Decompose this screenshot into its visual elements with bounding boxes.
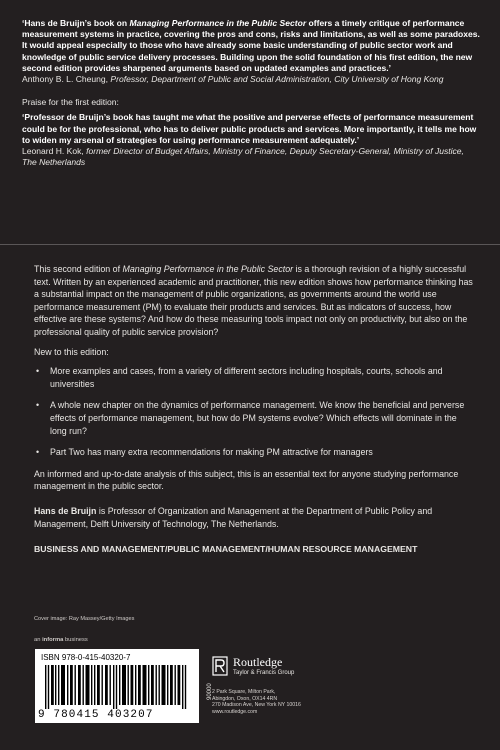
description-paragraph: This second edition of Managing Performance in the Public Sector is a thorough revision of a highly successful text. Written by an experienced academic and practitioner, this new edition shows how performance thinking has a substantial impact on the management of public organizations, as governments around the world use performance measurement (PM) to evaluate their products and services. But as indicators of success, how effective are these systems? And how do these measuring tools impact not only on productivity, but also on the professional quality of public service provision? xyxy=(34,264,473,337)
author-bio: Hans de Bruijn is Professor of Organization and Management at the Department of Public Policy and Management, Delft University of Technology, The Netherlands. xyxy=(34,505,433,529)
isbn-barcode xyxy=(35,649,199,723)
publisher-name: Routledge xyxy=(233,655,283,669)
section-divider xyxy=(0,244,500,245)
cover-image-credit: Cover image: Ray Massey/Getty Images xyxy=(34,616,135,622)
publisher-address: 2 Park Square, Milton Park, Abingdon, Oxon, OX14 4RN 270 Madison Ave, New York NY 10016 www.routledge.com xyxy=(212,689,301,715)
description-section xyxy=(34,263,474,556)
praise-label: Praise for the first edition: xyxy=(22,97,119,108)
new-edition-label: New to this edition: xyxy=(34,346,109,357)
author-name: Hans de Bruijn xyxy=(34,505,97,516)
list-item: • Part Two has many extra recommendations for making PM attractive for managers xyxy=(34,446,474,459)
reviews-section xyxy=(22,18,480,180)
barcode-bars xyxy=(45,665,191,709)
closing-paragraph: An informed and up-to-date analysis of this subject, this is an essential text for anyone studying performance management in the public sector. xyxy=(34,468,459,492)
informa-business-label: an informa business xyxy=(34,637,88,643)
subject-categories: BUSINESS AND MANAGEMENT/PUBLIC MANAGEMENT/HUMAN RESOURCE MANAGEMENT xyxy=(34,544,418,555)
review-attribution-2: Leonard H. Kok, former Director of Budget Affairs, Ministry of Finance, Deputy Secretary-General, Ministry of Justice, The Netherlands xyxy=(22,146,464,168)
list-item: • A whole new chapter on the dynamics of performance management. We know the beneficial and perverse effects of performance management, but how do PM systems evolve? Which effects will dominate in the long run? xyxy=(34,399,474,437)
routledge-logo-icon xyxy=(212,656,228,676)
review-quote-1: ‘Hans de Bruijn’s book on Managing Performance in the Public Sector offers a timely critique of performance measurement systems in practice, covering the pros and cons, risks and limitations, as well as some paradoxes. It would appeal especially to those who have already some basic understanding of public sector work and knowledge of public service delivery processes. Building upon the solid foundation of his first edition, the new second edition provides sharpened arguments based on updated examples and practices.’ xyxy=(22,18,480,73)
list-item: • More examples and cases, from a variety of different sectors including hospitals, courts, schools and universities xyxy=(34,365,474,390)
barcode-number: 9 780415 403207 xyxy=(38,709,154,721)
review-quote-2: ‘Professor de Bruijn’s book has taught me what the positive and perverse effects of performance measurement could be for the professional, who has to deliver public products and services. More importantly, it tells me how to widen my arsenal of strategies for using performance measurement adequately.’ xyxy=(22,112,477,145)
review-attribution-1: Anthony B. L. Cheung, Professor, Department of Public and Social Administration, City University of Hong Kong xyxy=(22,74,444,85)
isbn-label: ISBN 978-0-415-40320-7 xyxy=(41,653,131,662)
price-code: 90000 xyxy=(207,683,213,700)
publisher-group: Taylor & Francis Group xyxy=(233,670,295,676)
new-features-list xyxy=(34,365,474,459)
